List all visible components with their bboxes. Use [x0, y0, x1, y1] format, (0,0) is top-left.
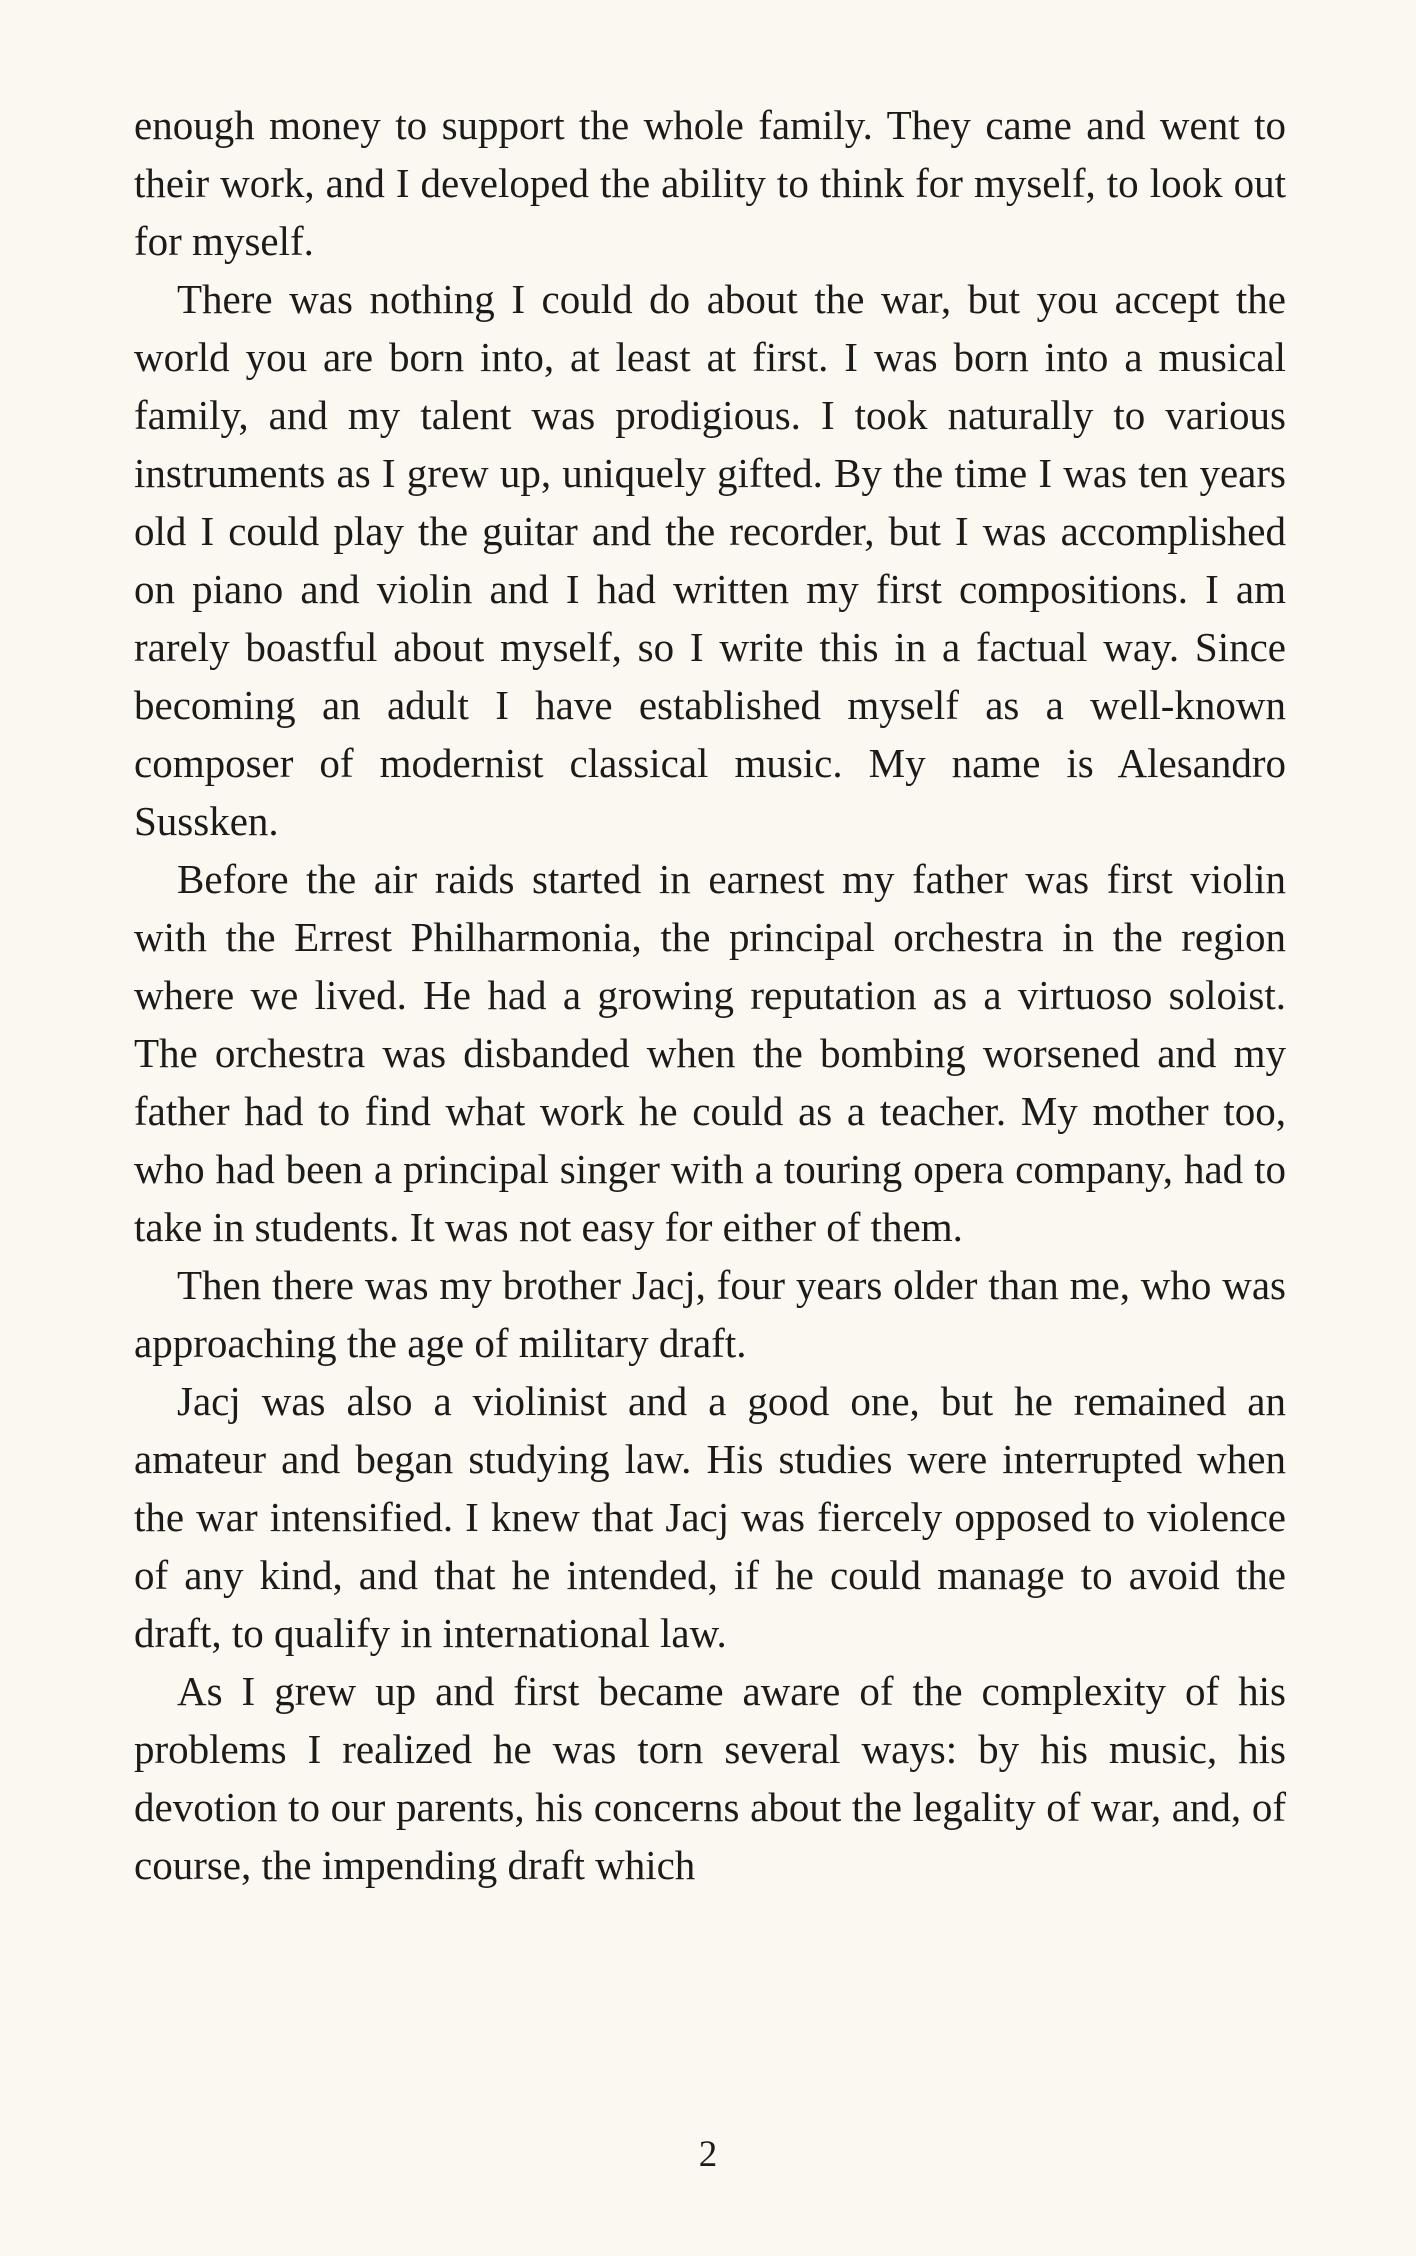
- paragraph-brother-jacj: Then there was my brother Jacj, four years older than me, who was approaching the age of military draft.: [134, 1262, 1286, 1366]
- body-text: [134, 96, 1286, 1894]
- paragraph-jacj-law: Jacj was also a violinist and a good one, but he remained an amateur and began studying law. His studies were interrupted when the war intensified. I knew that Jacj was fiercely opposed to violence of any kind, and that he intended, if he could manage to avoid the draft, to qualify in international law.: [134, 1378, 1286, 1656]
- paragraph-war-and-music: There was nothing I could do about the war, but you accept the world you are born into, at least at first. I was born into a musical family, and my talent was prodigious. I took naturally to various instruments as I grew up, uniquely gifted. By the time I was ten years old I could play the guitar and the recorder, but I was accomplished on piano and violin and I had written my first compositions. I am rarely boastful about myself, so I write this in a factual way. Since becoming an adult I have established myself as a well-known composer of modernist classical music. My name is Alesandro Sussken.: [134, 276, 1286, 844]
- paragraph-complexity: As I grew up and first became aware of the complexity of his problems I realized he was torn several ways: by his music, his devotion to our parents, his concerns about the legality of war, and, of course, the impending draft which: [134, 1668, 1286, 1888]
- paragraph-continued: enough money to support the whole family. They came and went to their work, and I developed the ability to think for myself, to look out for myself.: [134, 102, 1286, 264]
- paragraph-father-orchestra: Before the air raids started in earnest my father was first violin with the Errest Philharmonia, the principal orchestra in the region where we lived. He had a growing reputation as a virtuoso soloist. The orchestra was disbanded when the bombing worsened and my father had to find what work he could as a teacher. My mother too, who had been a principal singer with a touring opera company, had to take in students. It was not easy for either of them.: [134, 856, 1286, 1250]
- page-number: 2: [698, 2134, 718, 2175]
